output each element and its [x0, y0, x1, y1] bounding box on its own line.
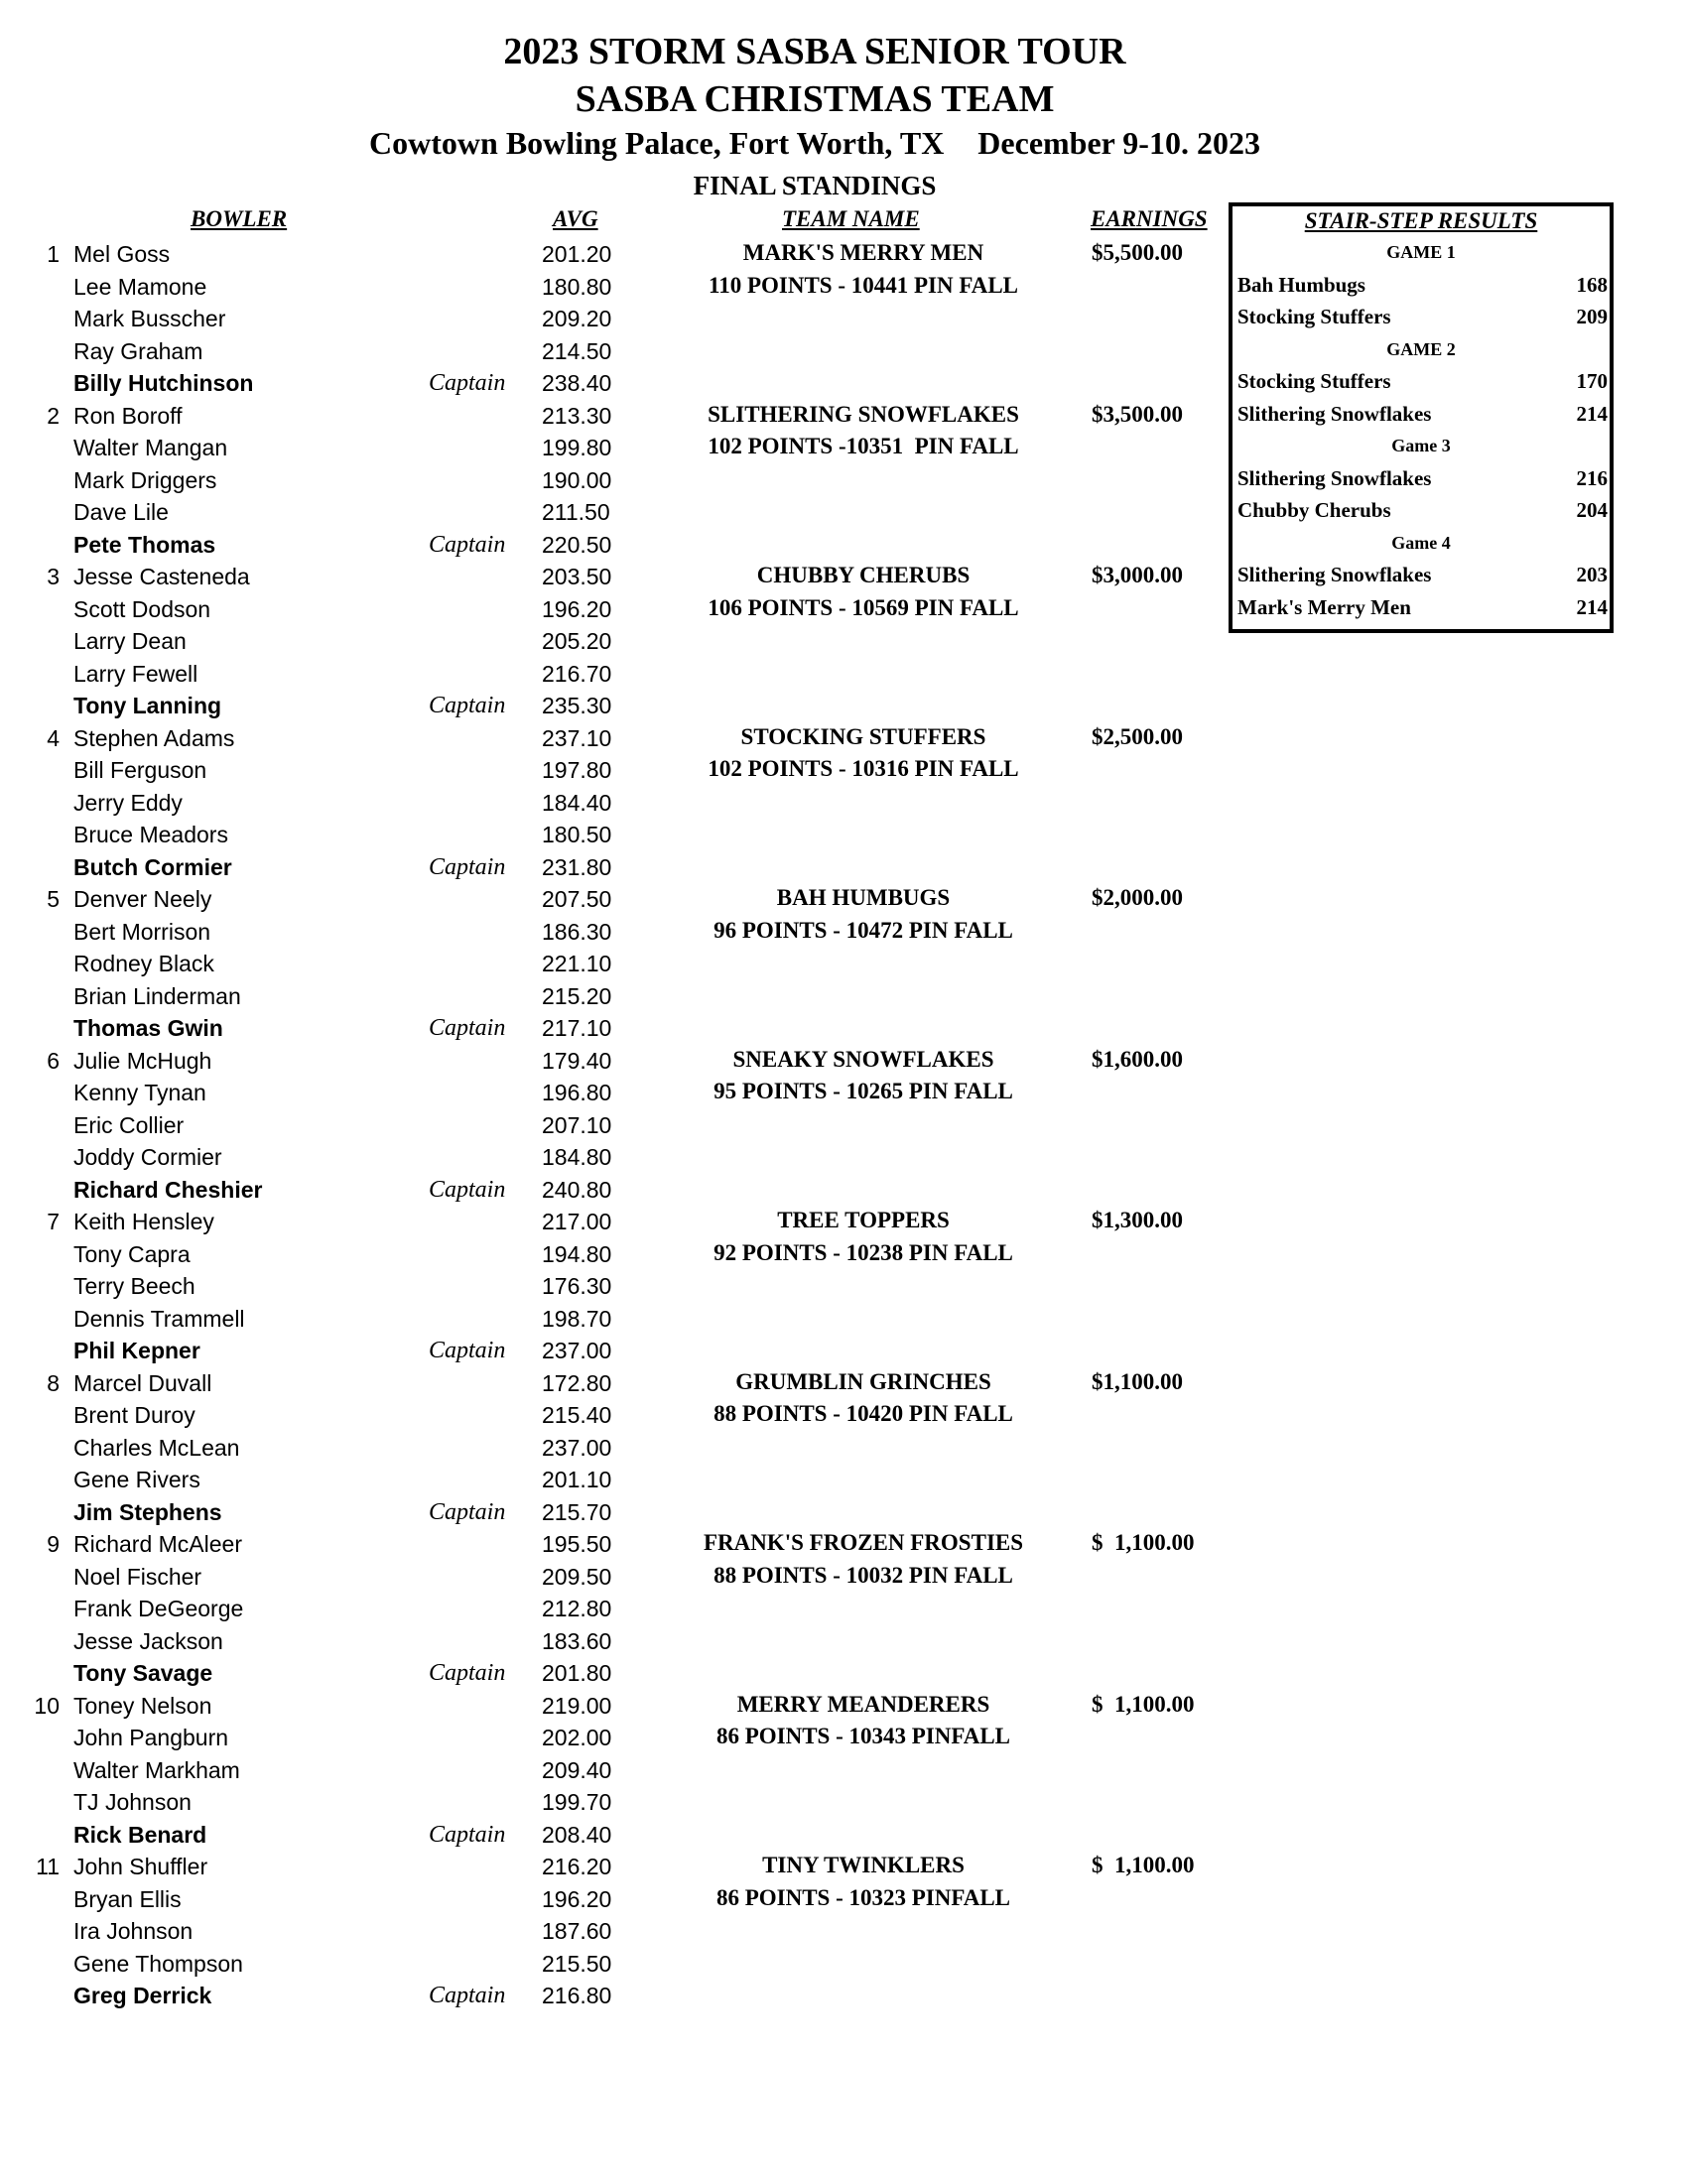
bowler-name: Charles McLean	[73, 1434, 240, 1461]
bowler-average: 240.80	[542, 1176, 612, 1203]
captain-label: Captain	[429, 531, 506, 558]
stair-step-result	[1233, 269, 1610, 301]
bowler-average: 237.10	[542, 724, 612, 751]
team-points-pinfall: 96 POINTS - 10472 PIN FALL	[714, 917, 1013, 943]
stair-step-team: Slithering Snowflakes	[1237, 401, 1432, 426]
team-rank: 7	[47, 1209, 60, 1234]
tour-title: 2023 STORM SASBA SENIOR TOUR	[503, 31, 1126, 72]
bowler-average: 184.80	[542, 1144, 612, 1170]
team-name: SNEAKY SNOWFLAKES	[732, 1046, 994, 1072]
stair-step-game-label	[1233, 236, 1610, 268]
stair-step-result	[1233, 301, 1610, 332]
game-label: Game 3	[1391, 436, 1451, 455]
team-rank: 2	[47, 402, 60, 429]
captain-name: Tony Savage	[73, 1660, 213, 1686]
bowler-name: Bert Morrison	[73, 918, 211, 945]
stair-step-score: 170	[1576, 369, 1608, 393]
stair-step-team: Mark's Merry Men	[1237, 594, 1411, 619]
bowler-average: 215.70	[542, 1498, 612, 1525]
bowler-name: Richard McAleer	[73, 1531, 242, 1557]
captain-name: Jim Stephens	[73, 1498, 222, 1525]
stair-step-result	[1233, 494, 1610, 526]
bowler-average: 190.00	[542, 466, 612, 493]
bowler-average: 207.50	[542, 886, 612, 912]
captain-label: Captain	[429, 1338, 506, 1363]
bowler-name: Denver Neely	[73, 886, 212, 912]
game-label: GAME 2	[1386, 338, 1456, 359]
captain-name: Richard Cheshier	[73, 1176, 263, 1203]
bowler-average: 199.70	[542, 1789, 612, 1815]
team-name: CHUBBY CHERUBS	[756, 563, 971, 587]
bowler-average: 187.60	[542, 1918, 612, 1944]
event-location: Cowtown Bowling Palace, Fort Worth, TX	[369, 125, 945, 161]
captain-name: Butch Cormier	[73, 853, 232, 880]
bowler-average: 214.50	[542, 337, 612, 364]
team-earnings: $2,500.00	[1092, 723, 1183, 749]
team-rank: 10	[34, 1692, 60, 1719]
captain-name: Thomas Gwin	[73, 1015, 223, 1041]
team-earnings: $2,000.00	[1092, 885, 1183, 910]
captain-name: Rick Benard	[73, 1821, 207, 1848]
team-points-pinfall: 86 POINTS - 10343 PINFALL	[715, 1724, 1011, 1748]
bowler-average: 202.00	[542, 1725, 612, 1750]
team-rank: 11	[36, 1854, 60, 1879]
team-name: TINY TWINKLERS	[762, 1853, 965, 1877]
stair-step-score: 214	[1576, 401, 1608, 426]
team-points-pinfall: 110 POINTS - 10441 PIN FALL	[708, 272, 1019, 298]
team-earnings: $1,300.00	[1092, 1208, 1183, 1232]
bowler-average: 180.50	[542, 822, 612, 847]
captain-name: Greg Derrick	[73, 1983, 212, 2008]
bowler-name: Bruce Meadors	[73, 822, 228, 847]
team-rank: 1	[47, 241, 60, 267]
bowler-average: 196.20	[542, 1885, 612, 1912]
bowler-name: Jesse Casteneda	[73, 564, 250, 589]
team-name: SLITHERING SNOWFLAKES	[708, 401, 1019, 427]
bowler-average: 180.80	[542, 273, 612, 300]
bowler-average: 196.80	[542, 1080, 612, 1105]
bowler-name: Keith Hensley	[73, 1209, 214, 1234]
team-points-pinfall: 86 POINTS - 10323 PINFALL	[715, 1884, 1011, 1910]
bowler-name: Walter Markham	[73, 1756, 240, 1783]
bowler-name: Joddy Cormier	[73, 1144, 222, 1170]
bowler-name: Ray Graham	[73, 337, 203, 364]
stair-step-team: Chubby Cherubs	[1237, 498, 1391, 522]
stair-step-team: Slithering Snowflakes	[1237, 465, 1432, 490]
bowler-average: 208.40	[542, 1821, 612, 1848]
bowler-name: Walter Mangan	[73, 435, 228, 460]
team-earnings: $ 1,100.00	[1092, 1530, 1195, 1555]
team-rank: 8	[47, 1369, 60, 1396]
bowler-name: Toney Nelson	[73, 1692, 212, 1719]
captain-name: Tony Lanning	[73, 693, 222, 718]
stair-step-team: Slithering Snowflakes	[1237, 563, 1432, 586]
stair-step-game-label	[1233, 527, 1610, 559]
team-rank: 9	[47, 1531, 60, 1557]
bowler-average: 216.20	[542, 1854, 612, 1879]
bowler-average: 231.80	[542, 853, 612, 880]
team-earnings: $1,100.00	[1092, 1368, 1183, 1394]
bowler-name: Mark Driggers	[73, 466, 217, 493]
bowler-name: Scott Dodson	[73, 595, 211, 622]
bowler-average: 195.50	[542, 1531, 612, 1557]
team-points-pinfall: 88 POINTS - 10032 PIN FALL	[714, 1562, 1013, 1588]
bowler-name: Bill Ferguson	[73, 757, 207, 783]
game-label: Game 4	[1391, 532, 1451, 553]
bowler-name: Larry Fewell	[73, 660, 198, 687]
bowler-average: 201.80	[542, 1660, 612, 1686]
team-rank: 4	[47, 724, 60, 751]
game-label: GAME 1	[1386, 242, 1456, 262]
bowler-average: 186.30	[542, 918, 612, 945]
stair-step-score: 216	[1576, 465, 1608, 490]
event-dates: December 9-10. 2023	[977, 125, 1260, 161]
captain-label: Captain	[429, 1015, 506, 1041]
team-name-column-header: TEAM NAME	[782, 206, 920, 231]
bowler-average: 217.00	[542, 1209, 612, 1234]
bowler-name: Terry Beech	[73, 1273, 195, 1299]
team-points-pinfall: 95 POINTS - 10265 PIN FALL	[714, 1079, 1013, 1103]
bowler-average: 213.30	[542, 402, 612, 429]
bowler-name: Marcel Duvall	[73, 1369, 212, 1396]
bowler-average: 212.80	[542, 1596, 612, 1621]
bowler-name: Larry Dean	[73, 628, 187, 654]
captain-name: Billy Hutchinson	[73, 370, 254, 396]
team-points-pinfall: 106 POINTS - 10569 PIN FALL	[708, 594, 1019, 620]
bowler-column-header: BOWLER	[191, 206, 288, 231]
bowler-name: Ira Johnson	[73, 1918, 194, 1944]
bowler-name: Tony Capra	[73, 1240, 191, 1267]
captain-label: Captain	[429, 1660, 506, 1686]
earnings-column-header: EARNINGS	[1091, 206, 1208, 231]
bowler-average: 199.80	[542, 435, 612, 460]
team-name: BAH HUMBUGS	[776, 885, 951, 910]
stair-step-result	[1233, 398, 1610, 430]
stair-step-result	[1233, 591, 1610, 623]
team-earnings: $ 1,100.00	[1092, 1853, 1195, 1877]
team-name: FRANK'S FROZEN FROSTIES	[703, 1530, 1024, 1555]
team-earnings: $ 1,100.00	[1092, 1691, 1195, 1717]
team-points-pinfall: 102 POINTS -10351 PIN FALL	[708, 434, 1019, 458]
captain-label: Captain	[429, 370, 506, 396]
team-points-pinfall: 102 POINTS - 10316 PIN FALL	[708, 756, 1019, 781]
stair-step-team: Bah Humbugs	[1237, 272, 1365, 297]
team-earnings: $3,500.00	[1092, 401, 1183, 427]
bowler-name: Eric Collier	[73, 1111, 185, 1138]
team-name: TREE TOPPERS	[777, 1208, 950, 1232]
captain-label: Captain	[429, 853, 506, 880]
bowler-average: 205.20	[542, 628, 612, 654]
stair-step-game-label	[1233, 333, 1610, 365]
bowler-average: 220.50	[542, 531, 612, 558]
captain-label: Captain	[429, 1176, 506, 1203]
bowler-average: 209.50	[542, 1563, 612, 1590]
bowler-average: 216.80	[542, 1983, 612, 2008]
stair-step-result	[1233, 462, 1610, 494]
stair-step-game-label	[1233, 430, 1610, 461]
bowler-name: Jesse Jackson	[73, 1627, 223, 1654]
team-earnings: $5,500.00	[1092, 240, 1183, 265]
team-name: STOCKING STUFFERS	[740, 723, 986, 749]
event-title: SASBA CHRISTMAS TEAM	[575, 78, 1055, 120]
captain-label: Captain	[429, 1983, 506, 2008]
bowler-name: Mel Goss	[73, 241, 171, 267]
bowler-name: Gene Thompson	[73, 1950, 243, 1977]
bowler-average: 198.70	[542, 1305, 612, 1332]
bowler-average: 211.50	[542, 499, 610, 525]
bowler-name: Brent Duroy	[73, 1402, 195, 1428]
bowler-average: 215.40	[542, 1402, 612, 1428]
bowler-name: Dave Lile	[73, 499, 169, 525]
bowler-average: 209.40	[542, 1756, 612, 1783]
captain-label: Captain	[429, 693, 506, 718]
team-rank: 6	[47, 1047, 60, 1074]
stair-step-score: 203	[1576, 563, 1608, 586]
team-points-pinfall: 88 POINTS - 10420 PIN FALL	[714, 1401, 1013, 1426]
bowler-name: Brian Linderman	[73, 982, 241, 1009]
bowler-average: 207.10	[542, 1111, 612, 1138]
stair-step-result	[1233, 365, 1610, 397]
team-earnings: $3,000.00	[1092, 563, 1183, 587]
bowler-name: Julie McHugh	[73, 1047, 212, 1074]
bowler-average: 172.80	[542, 1369, 612, 1396]
team-rank: 5	[47, 886, 60, 912]
bowler-average: 209.20	[542, 306, 612, 331]
team-points-pinfall: 92 POINTS - 10238 PIN FALL	[714, 1239, 1013, 1265]
event-location-dates	[0, 125, 1629, 162]
bowler-name: Bryan Ellis	[73, 1885, 182, 1912]
bowler-average: 219.00	[542, 1692, 612, 1719]
bowler-name: Ron Boroff	[73, 402, 183, 429]
bowler-average: 194.80	[542, 1240, 612, 1267]
bowler-name: Rodney Black	[73, 951, 214, 976]
captain-label: Captain	[429, 1498, 506, 1525]
bowler-name: Stephen Adams	[73, 724, 235, 751]
bowler-average: 179.40	[542, 1047, 612, 1074]
stair-step-score: 209	[1576, 305, 1608, 328]
bowler-average: 215.20	[542, 982, 612, 1009]
captain-label: Captain	[429, 1821, 506, 1848]
bowler-average: 196.20	[542, 595, 612, 622]
bowler-average: 176.30	[542, 1273, 612, 1299]
bowler-average: 201.10	[542, 1467, 612, 1492]
bowler-average: 183.60	[542, 1627, 612, 1654]
bowler-average: 184.40	[542, 789, 612, 816]
bowler-average: 237.00	[542, 1338, 612, 1363]
stair-step-result	[1233, 559, 1610, 590]
captain-name: Pete Thomas	[73, 531, 216, 558]
team-earnings: $1,600.00	[1092, 1046, 1183, 1072]
bowler-name: John Shuffler	[73, 1854, 208, 1879]
team-rank: 3	[47, 564, 60, 589]
bowler-average: 215.50	[542, 1950, 612, 1977]
bowler-average: 217.10	[542, 1015, 612, 1041]
team-name: GRUMBLIN GRINCHES	[735, 1368, 991, 1394]
team-name: MARK'S MERRY MEN	[742, 240, 984, 265]
bowler-name: Dennis Trammell	[73, 1305, 245, 1332]
stair-step-team: Stocking Stuffers	[1237, 369, 1391, 393]
bowler-average: 216.70	[542, 660, 612, 687]
bowler-average: 203.50	[542, 564, 612, 589]
stair-step-score: 204	[1576, 498, 1608, 522]
stair-step-team: Stocking Stuffers	[1237, 305, 1391, 328]
bowler-name: Lee Mamone	[73, 273, 207, 300]
bowler-name: John Pangburn	[73, 1725, 229, 1750]
stair-step-score: 168	[1576, 272, 1608, 297]
team-name: MERRY MEANDERERS	[736, 1691, 990, 1717]
stair-step-score: 214	[1576, 594, 1608, 619]
bowler-name: Kenny Tynan	[73, 1080, 206, 1105]
bowler-average: 237.00	[542, 1434, 612, 1461]
bowler-name: Gene Rivers	[73, 1467, 200, 1492]
bowler-average: 197.80	[542, 757, 612, 783]
avg-column-header: AVG	[553, 206, 598, 231]
bowler-name: Noel Fischer	[73, 1563, 202, 1590]
bowler-name: Jerry Eddy	[73, 789, 183, 816]
bowler-average: 235.30	[542, 693, 612, 718]
bowler-average: 201.20	[542, 241, 612, 267]
stair-step-title: STAIR-STEP RESULTS	[1304, 208, 1538, 233]
bowler-average: 238.40	[542, 370, 612, 396]
bowler-name: Mark Busscher	[73, 306, 226, 331]
final-standings-label: FINAL STANDINGS	[693, 171, 937, 200]
bowler-name: TJ Johnson	[73, 1789, 192, 1815]
bowler-average: 221.10	[542, 951, 612, 976]
bowler-name: Frank DeGeorge	[73, 1596, 244, 1621]
stair-step-results-box	[1229, 202, 1614, 633]
captain-name: Phil Kepner	[73, 1338, 200, 1363]
